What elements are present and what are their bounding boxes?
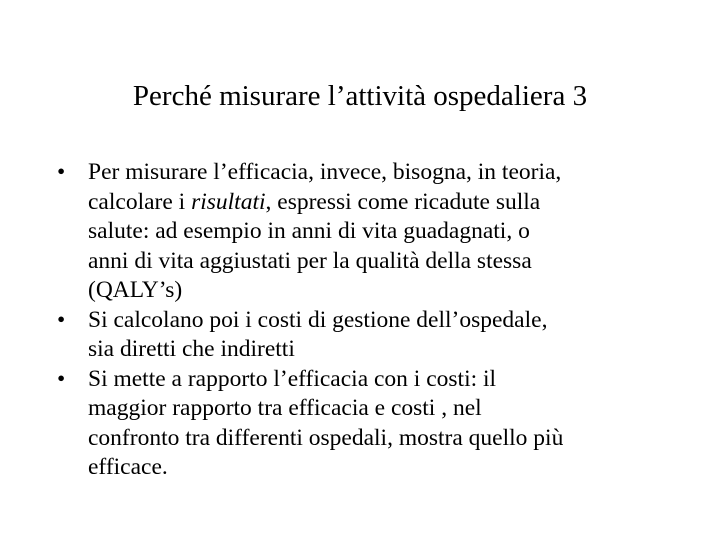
bullet-line: Si mette a rapporto l’efficacia con i costi: il [88, 365, 497, 392]
bullet-dot-icon: • [57, 306, 66, 333]
bullet-text: , espressi come ricadute sulla [265, 188, 541, 215]
bullet-list [57, 158, 677, 483]
bullet-line: confronto tra differenti ospedali, mostra quello più [88, 424, 564, 451]
bullet-line [88, 188, 677, 218]
bullet-line: Per misurare l’efficacia, invece, bisogna, in teoria, [88, 159, 562, 185]
bullet-text: calcolare i [88, 188, 192, 215]
slide-title: Perché misurare l’attività ospedaliera 3 [132, 80, 588, 112]
bullet-item-ratio [57, 365, 677, 483]
bullet-line: anni di vita aggiustati per la qualità della stessa [88, 247, 532, 274]
bullet-line: sia diretti che indiretti [88, 336, 295, 362]
emphasis-text: risultati [191, 188, 266, 215]
bullet-line: Si calcolano poi i costi di gestione dell’ospedale, [88, 306, 548, 333]
bullet-line: (QALY’s) [88, 277, 183, 303]
bullet-line: efficace. [88, 454, 168, 480]
bullet-line: maggior rapporto tra efficacia e costi , nel [88, 395, 482, 421]
bullet-line: salute: ad esempio in anni di vita guadagnati, o [88, 218, 530, 244]
bullet-dot-icon: • [57, 365, 66, 392]
bullet-dot-icon: • [57, 159, 66, 185]
bullet-item-efficacy [57, 158, 677, 306]
bullet-item-costs [57, 306, 677, 365]
